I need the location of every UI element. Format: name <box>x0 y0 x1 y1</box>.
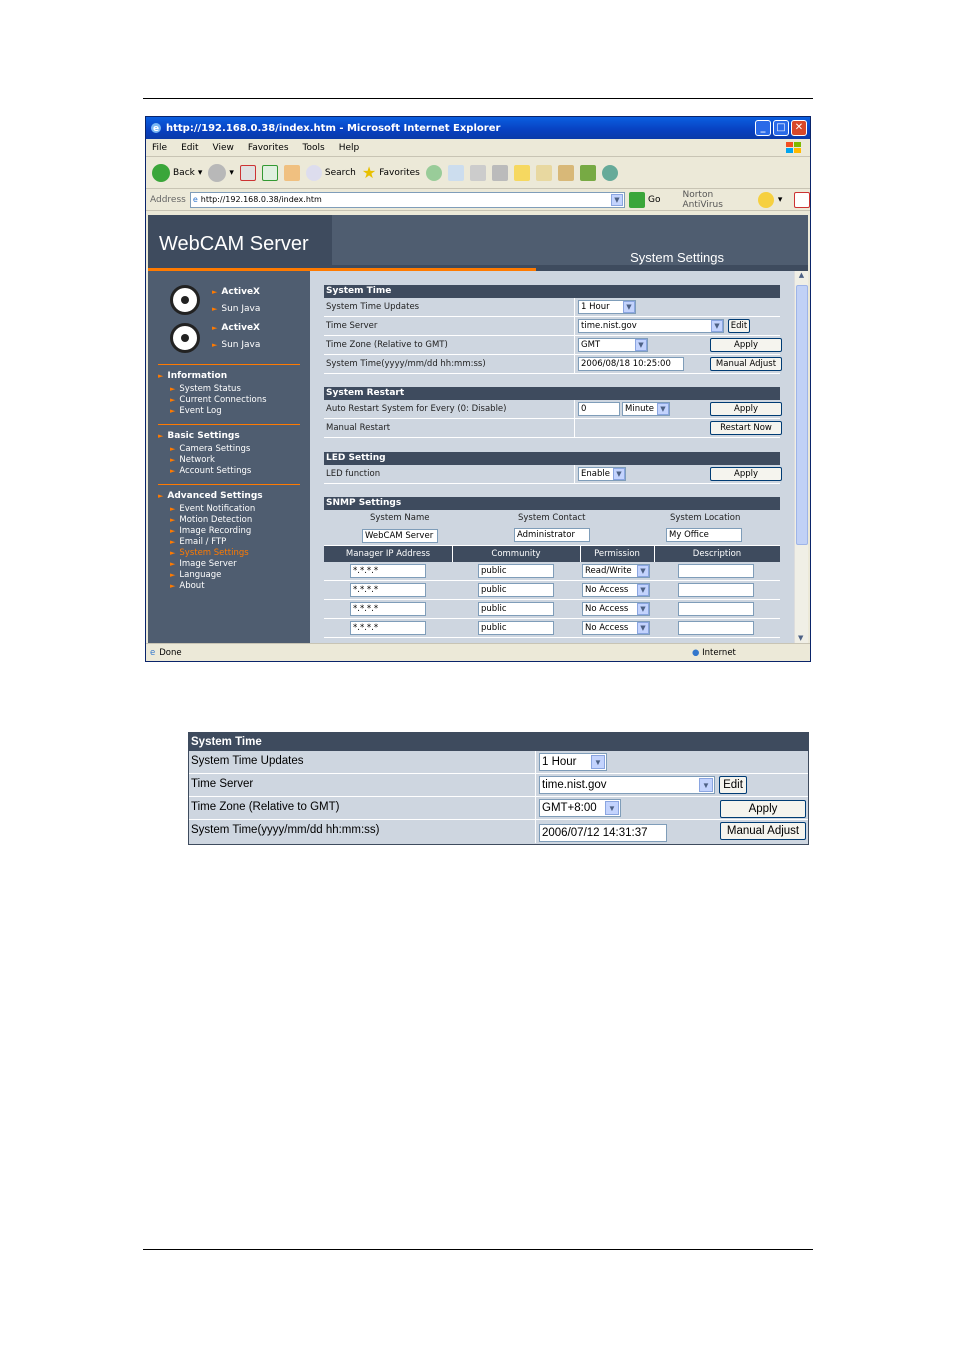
sidebar-heading-advanced[interactable]: ► Advanced Settings <box>158 491 263 501</box>
forward-arrow-icon <box>208 164 226 182</box>
community-input[interactable]: public <box>478 621 554 635</box>
system-time-label: System Time(yyyy/mm/dd hh:mm:ss) <box>326 359 486 369</box>
sidebar-item-image-recording[interactable]: ► Image Recording <box>170 526 252 536</box>
led-select[interactable]: Enable ▼ <box>578 467 626 481</box>
settings-panel <box>310 271 794 643</box>
system-location-input[interactable]: My Office <box>666 528 742 542</box>
snmp-section <box>324 497 780 638</box>
window-title: http://192.168.0.38/index.htm - Microsoft Internet Explorer <box>166 122 501 134</box>
menu-bar <box>146 139 810 157</box>
windows-logo-icon <box>784 140 804 156</box>
home-icon[interactable] <box>284 165 300 181</box>
snmp-header: SNMP Settings <box>324 497 780 510</box>
manager-ip-input[interactable]: *.*.*.* <box>350 583 426 597</box>
camera-icon <box>170 323 200 353</box>
permission-select[interactable]: Read/Write ▼ <box>582 564 650 578</box>
auto-restart-label: Auto Restart System for Every (0: Disable) <box>326 404 507 414</box>
sidebar-item-email-ftp[interactable]: ► Email / FTP <box>170 537 227 547</box>
scroll-down-icon[interactable]: ▼ <box>798 634 804 642</box>
status-text: Done <box>159 647 182 658</box>
back-button[interactable]: Back ▾ <box>152 164 202 182</box>
sidebar-heading-information[interactable]: ► Information <box>158 371 228 381</box>
banner <box>148 215 808 271</box>
sidebar-basic <box>158 431 300 477</box>
time-updates-label: System Time Updates <box>326 302 420 312</box>
messenger-icon[interactable] <box>602 165 618 181</box>
bottom-rule <box>143 1249 813 1250</box>
page-title: System Settings <box>630 250 724 265</box>
zoom-server-label: Time Server <box>191 778 254 790</box>
sidebar-information <box>158 371 300 417</box>
go-button[interactable]: Go <box>629 192 660 208</box>
snmp-column-headers <box>324 546 780 562</box>
zoom-time-label: System Time(yyyy/mm/dd hh:mm:ss) <box>191 824 380 836</box>
sidebar-item-camera-settings[interactable]: ► Camera Settings <box>170 444 251 454</box>
system-time-input[interactable]: 2006/08/18 10:25:00 <box>578 357 684 371</box>
print-icon[interactable] <box>470 165 486 181</box>
manual-restart-label: Manual Restart <box>326 423 391 433</box>
chevron-down-icon: ▼ <box>623 301 635 313</box>
sidebar <box>148 271 310 643</box>
sidebar-item-system-status[interactable]: ► System Status <box>170 384 241 394</box>
time-zone-select[interactable]: GMT ▼ <box>578 338 648 352</box>
chevron-down-icon[interactable]: ▼ <box>611 194 623 206</box>
cam2-java-link[interactable]: ► Sun Java <box>212 340 261 350</box>
sidebar-item-image-server[interactable]: ► Image Server <box>170 559 237 569</box>
menu-edit[interactable]: Edit <box>181 142 199 153</box>
cam2-activex-link[interactable]: ► ActiveX <box>212 323 260 333</box>
led-label: LED function <box>326 469 381 479</box>
permission-select[interactable]: No Access ▼ <box>582 602 650 616</box>
sidebar-item-network[interactable]: ► Network <box>170 455 215 465</box>
sidebar-item-account-settings[interactable]: ► Account Settings <box>170 466 252 476</box>
status-bar <box>146 643 810 661</box>
col-community: Community <box>491 549 541 559</box>
norton-icon[interactable] <box>758 192 774 208</box>
cam1-java-link[interactable]: ► Sun Java <box>212 304 261 314</box>
description-input[interactable] <box>678 583 754 597</box>
media-icon[interactable] <box>580 165 596 181</box>
forward-button[interactable]: ▾ <box>208 164 234 182</box>
close-button[interactable]: ✕ <box>791 120 807 136</box>
restart-now-button[interactable]: Restart Now <box>710 421 782 435</box>
time-server-select[interactable]: time.nist.gov ▼ <box>578 319 724 333</box>
chevron-down-icon: ▼ <box>605 801 619 815</box>
favorites-button[interactable]: ★ Favorites <box>361 163 420 182</box>
camera-icon <box>170 285 200 315</box>
norton-dropdown-icon[interactable]: ▾ <box>777 194 783 205</box>
address-bar <box>146 189 810 211</box>
menu-help[interactable]: Help <box>338 142 360 153</box>
system-name-input[interactable]: WebCAM Server <box>362 529 438 543</box>
snmp-row <box>324 619 780 638</box>
zoom-edit-button[interactable]: Edit <box>719 776 747 794</box>
edit-page-icon[interactable] <box>492 165 508 181</box>
sidebar-item-current-connections[interactable]: ► Current Connections <box>170 395 267 405</box>
chevron-down-icon: ▼ <box>637 603 649 615</box>
chevron-down-icon: ▼ <box>711 320 723 332</box>
address-input[interactable]: e http://192.168.0.38/index.htm ▼ <box>190 192 625 208</box>
sidebar-item-language[interactable]: ► Language <box>170 570 222 580</box>
svg-text:e: e <box>153 124 160 134</box>
manager-ip-input[interactable]: *.*.*.* <box>350 621 426 635</box>
sidebar-item-event-log[interactable]: ► Event Log <box>170 406 222 416</box>
chevron-down-icon: ▼ <box>637 622 649 634</box>
system-time-zoom-panel <box>188 732 809 845</box>
page-content <box>148 215 808 643</box>
ie-icon <box>150 122 162 134</box>
apply-restart-button[interactable]: Apply <box>710 402 782 416</box>
mail-icon[interactable] <box>448 165 464 181</box>
menu-tools[interactable]: Tools <box>302 142 325 153</box>
star-icon: ★ <box>361 163 377 182</box>
folder-icon[interactable] <box>514 165 530 181</box>
led-section <box>324 452 780 484</box>
system-time-header: System Time <box>324 285 780 298</box>
manager-ip-input[interactable]: *.*.*.* <box>350 602 426 616</box>
chevron-down-icon: ▼ <box>637 565 649 577</box>
sidebar-item-motion-detection[interactable]: ► Motion Detection <box>170 515 253 525</box>
time-server-label: Time Server <box>326 321 378 331</box>
back-arrow-icon <box>152 164 170 182</box>
sidebar-heading-basic[interactable]: ► Basic Settings <box>158 431 240 441</box>
zoom-updates-label: System Time Updates <box>191 755 304 767</box>
auto-restart-input[interactable]: 0 <box>578 402 620 416</box>
system-time-section <box>324 285 780 374</box>
search-icon <box>306 165 322 181</box>
zoom-apply-button[interactable]: Apply <box>720 800 806 818</box>
sidebar-item-event-notification[interactable]: ► Event Notification <box>170 504 256 514</box>
maximize-button[interactable]: □ <box>773 120 789 136</box>
system-restart-section <box>324 387 780 438</box>
sidebar-item-system-settings[interactable]: ► System Settings <box>170 548 249 558</box>
globe-icon: ● <box>692 648 700 658</box>
sidebar-advanced <box>158 491 300 592</box>
community-input[interactable]: public <box>478 602 554 616</box>
chevron-down-icon: ▼ <box>699 778 713 792</box>
chevron-down-icon: ▼ <box>637 584 649 596</box>
menu-view[interactable]: View <box>212 142 234 153</box>
zoom-zone-label: Time Zone (Relative to GMT) <box>191 801 340 813</box>
history-icon[interactable] <box>426 165 442 181</box>
led-header: LED Setting <box>324 452 780 465</box>
zoom-manual-adjust-button[interactable]: Manual Adjust <box>720 822 806 840</box>
col-description: Description <box>692 549 742 559</box>
minimize-button[interactable]: _ <box>755 120 771 136</box>
banner-logo: WebCAM Server <box>159 233 309 255</box>
toolbar <box>146 157 810 189</box>
chevron-down-icon: ▼ <box>635 339 647 351</box>
zoom-time-input[interactable]: 2006/07/12 14:31:37 <box>539 824 667 842</box>
page-icon: e <box>150 647 156 658</box>
apply-led-button[interactable]: Apply <box>710 467 782 481</box>
zone-label: ● Internet <box>692 648 736 658</box>
manual-adjust-button[interactable]: Manual Adjust <box>710 357 782 371</box>
col-permission: Permission <box>594 549 640 559</box>
manager-ip-input[interactable]: *.*.*.* <box>350 564 426 578</box>
refresh-icon[interactable] <box>262 165 278 181</box>
snmp-row <box>324 600 780 619</box>
snmp-row <box>324 562 780 581</box>
zoom-zone-select[interactable]: GMT+8:00 ▼ <box>539 799 621 817</box>
research-icon[interactable] <box>536 165 552 181</box>
permission-select[interactable]: No Access ▼ <box>582 621 650 635</box>
zoom-updates-select[interactable]: 1 Hour ▼ <box>539 753 607 771</box>
search-button[interactable]: Search <box>306 165 356 181</box>
chevron-down-icon: ▼ <box>613 468 625 480</box>
zoom-server-select[interactable]: time.nist.gov ▼ <box>539 776 715 794</box>
browser-window <box>145 116 811 662</box>
description-input[interactable] <box>678 602 754 616</box>
community-input[interactable]: public <box>478 583 554 597</box>
pdf-icon[interactable] <box>794 192 810 208</box>
chevron-down-icon: ▼ <box>657 403 669 415</box>
description-input[interactable] <box>678 564 754 578</box>
community-input[interactable]: public <box>478 564 554 578</box>
top-rule <box>143 98 813 99</box>
system-location-label: System Location <box>670 513 741 523</box>
camera-2 <box>170 323 200 353</box>
col-manager-ip: Manager IP Address <box>345 549 431 559</box>
system-name-label: System Name <box>370 513 430 523</box>
menu-favorites[interactable]: Favorites <box>247 142 289 153</box>
scroll-up-icon[interactable]: ▲ <box>798 271 805 279</box>
norton-label: Norton AntiVirus <box>682 189 723 210</box>
vertical-scrollbar[interactable] <box>794 271 808 643</box>
system-contact-input[interactable]: Administrator <box>514 528 590 542</box>
bookmark-icon[interactable] <box>558 165 574 181</box>
cam1-activex-link[interactable]: ► ActiveX <box>212 287 260 297</box>
time-zone-label: Time Zone (Relative to GMT) <box>326 340 448 350</box>
chevron-down-icon: ▼ <box>591 755 605 769</box>
system-contact-label: System Contact <box>518 513 586 523</box>
snmp-table <box>324 562 780 638</box>
edit-button[interactable]: Edit <box>728 319 750 333</box>
page-icon: e <box>192 195 198 204</box>
stop-icon[interactable] <box>240 165 256 181</box>
sidebar-item-about[interactable]: ► About <box>170 581 205 591</box>
zoom-system-time-header: System Time <box>189 733 808 751</box>
restart-unit-select[interactable]: Minute ▼ <box>622 402 670 416</box>
address-label: Address <box>150 194 186 205</box>
apply-time-zone-button[interactable]: Apply <box>710 338 782 352</box>
system-restart-header: System Restart <box>324 387 780 400</box>
menu-file[interactable]: File <box>152 142 168 153</box>
snmp-row <box>324 581 780 600</box>
scrollbar-thumb[interactable] <box>796 285 808 545</box>
time-updates-select[interactable]: 1 Hour ▼ <box>578 300 636 314</box>
go-arrow-icon <box>629 192 645 208</box>
description-input[interactable] <box>678 621 754 635</box>
title-bar <box>146 117 810 139</box>
permission-select[interactable]: No Access ▼ <box>582 583 650 597</box>
camera-1 <box>170 285 200 315</box>
